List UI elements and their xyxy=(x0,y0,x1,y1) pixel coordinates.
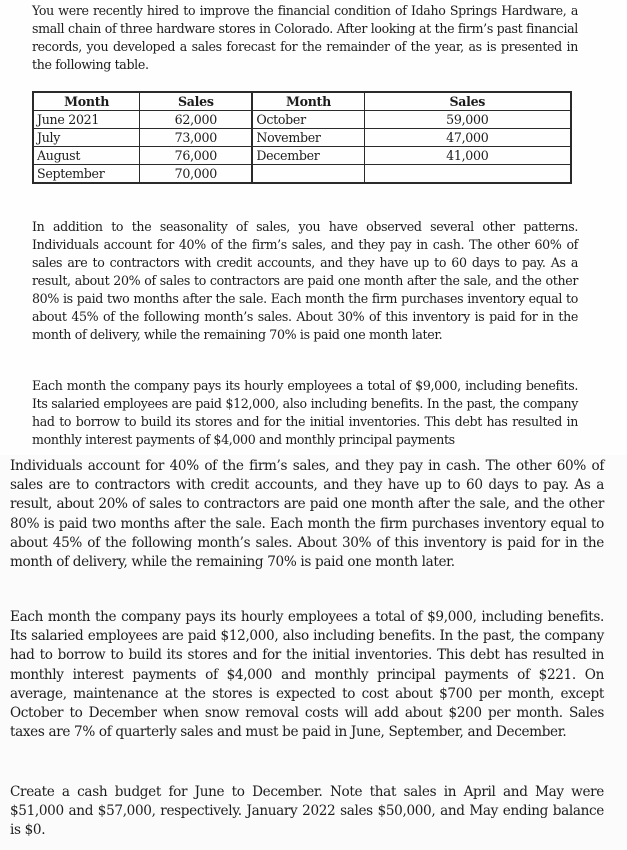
paragraph-body: In addition to the seasonality of sales, you have observed several other patterns. Individuals account for 40% of the firm’s sales, and they pay in cash. The other 60% of sales are to contractors with credit accounts, and they have up to 60 days to pay. As a result, about 20% of sales to contractors are paid one month after the sale, and the other 80% is paid two months after the sale. Each month the firm purchases inventory equal to about 45% of the following month’s sales. About 30% of this inventory is paid for in the month of delivery, while the remaining 70% is paid one xyxy=(32,219,578,342)
month-cell: November xyxy=(252,129,364,147)
sales-cell: 73,000 xyxy=(140,129,253,147)
expenses-paragraph xyxy=(10,608,604,742)
month-cell: October xyxy=(252,111,364,129)
task-instructions-paragraph xyxy=(10,783,604,841)
payment-patterns-paragraph xyxy=(32,218,578,344)
paragraph-last-line: has resulted in monthly interest payments of $4,000 and monthly principal payments xyxy=(32,414,578,447)
paragraph-last-line: balance is $0. xyxy=(10,803,604,839)
sales-cell: 62,000 xyxy=(140,111,253,129)
header-month: Month xyxy=(33,92,140,111)
table-row xyxy=(33,111,571,129)
sales-cell: 59,000 xyxy=(364,111,571,129)
sales-cell: 76,000 xyxy=(140,147,253,165)
table-row xyxy=(33,165,571,184)
table-row xyxy=(33,129,571,147)
sales-cell xyxy=(364,165,571,184)
intro-paragraph: You were recently hired to improve the financial condition of Idaho Springs Hardware, a small chain of three hardware stores in Colorado. After looking at the firm’s past financial records, you developed a sales forecast for the remainder of the year, as is presented in the following table. xyxy=(32,3,578,72)
sales-cell: 47,000 xyxy=(364,129,571,147)
sales-forecast-table xyxy=(32,91,572,184)
paragraph-last-line: month later. xyxy=(375,554,455,571)
expenses-paragraph xyxy=(32,377,578,449)
sales-cell: 41,000 xyxy=(364,147,571,165)
paragraph-last-line: month later. xyxy=(369,327,443,342)
month-cell xyxy=(252,165,364,184)
month-cell: June 2021 xyxy=(33,111,140,129)
sales-cell: 70,000 xyxy=(140,165,253,184)
paragraph-last-line: and December. xyxy=(467,724,567,741)
header-sales: Sales xyxy=(140,92,253,111)
paragraph-body: Individuals account for 40% of the firm’s sales, and they pay in cash. The other 60% of sales are to contractors with credit accounts, and they have up to 60 days to pay. As a result, about 20% of sales to contractors are paid one month after the sale, and the other 80% is paid two months after the sale. Each month the firm purchases inventory equal to about 45% of the following month’s sales. About 30% of this inventory is paid for in the month of delivery, while the remaining 70% is paid one xyxy=(10,458,604,571)
payment-patterns-paragraph xyxy=(10,457,604,572)
month-cell: December xyxy=(252,147,364,165)
month-cell: September xyxy=(33,165,140,184)
bottom-document-snapshot xyxy=(0,455,627,850)
header-month: Month xyxy=(252,92,364,111)
month-cell: August xyxy=(33,147,140,165)
paragraph-body: Each month the company pays its hourly employees a total of $9,000, including benefits. Its salaried employees are paid $12,000, also including benefits. In the past, the company had to borrow to build its stores and for the initial inventories. This debt has resulted in monthly interest payments of $4,000 and monthly principal payments of $221. On average, maintenance at the stores is expected to cost about $700 per month, except October to December when snow removal costs will add about $200 per month. Sales taxes are 7% of quarterly sales and must be paid in June, September, xyxy=(10,609,604,741)
paragraph-body: Create a cash budget for June to December. Note that sales in April and May were $51,000 and $57,000, respectively. January 2022 sales $50,000, and May ending xyxy=(10,784,604,820)
header-sales: Sales xyxy=(364,92,571,111)
table-header-row xyxy=(33,92,571,111)
month-cell: July xyxy=(33,129,140,147)
paragraph-body: Each month the company pays its hourly employees a total of $9,000, including benefits. Its salaried employees are paid $12,000, also including benefits. In the past, the company had to borrow to build its stores and for the initial inventories. This debt xyxy=(32,378,578,429)
table-row xyxy=(33,147,571,165)
